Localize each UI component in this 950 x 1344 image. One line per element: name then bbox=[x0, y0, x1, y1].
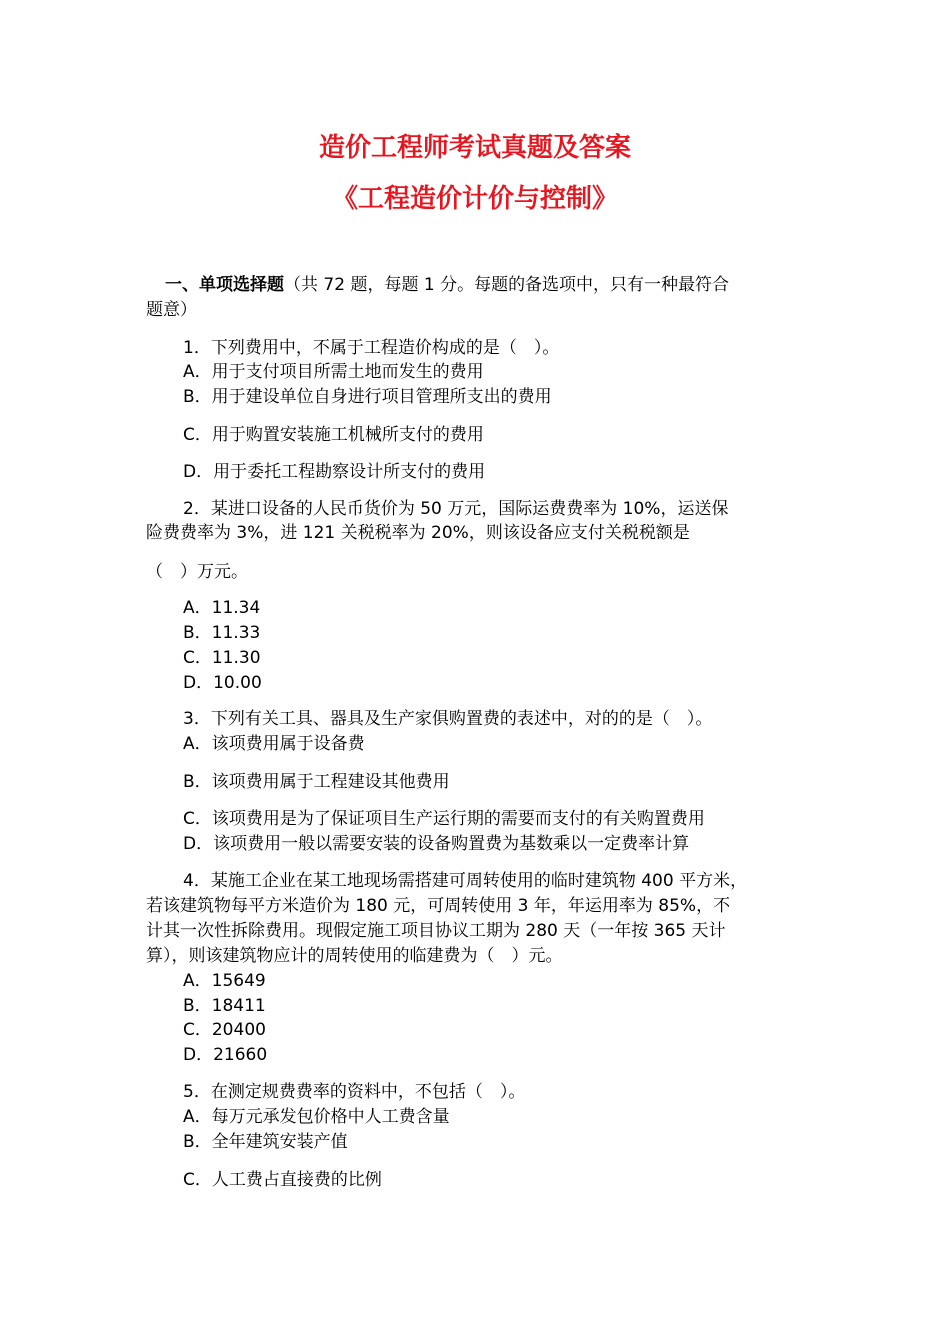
q4-option-c: C．20400 bbox=[183, 1020, 266, 1040]
q1-option-d: D．用于委托工程勘察设计所支付的费用 bbox=[183, 462, 486, 482]
q5-option-c: C．人工费占直接费的比例 bbox=[183, 1170, 382, 1190]
q2-stem-line3: （ ）万元。 bbox=[146, 562, 248, 582]
q1-option-c: C．用于购置安装施工机械所支付的费用 bbox=[183, 425, 484, 445]
q4-option-b: B．18411 bbox=[183, 996, 266, 1016]
q1-option-a: A．用于支付项目所需土地而发生的费用 bbox=[183, 362, 484, 382]
document-subtitle: 《工程造价计价与控制》 bbox=[331, 184, 618, 214]
q1-stem: 1．下列费用中，不属于工程造价构成的是（ ）。 bbox=[183, 338, 560, 358]
q3-stem: 3．下列有关工具、器具及生产家俱购置费的表述中，对的的是（ ）。 bbox=[183, 709, 713, 729]
q3-option-d: D．该项费用一般以需要安装的设备购置费为基数乘以一定费率计算 bbox=[183, 834, 690, 854]
q4-stem-line2: 若该建筑物每平方米造价为 180 元，可周转使用 3 年，年运用率为 85%，不 bbox=[146, 896, 731, 916]
q3-option-b: B．该项费用属于工程建设其他费用 bbox=[183, 772, 450, 792]
q2-option-c: C．11.30 bbox=[183, 648, 261, 668]
document-title: 造价工程师考试真题及答案 bbox=[318, 133, 631, 163]
q2-option-a: A．11.34 bbox=[183, 598, 261, 618]
section-heading-rest: （共 72 题，每题 1 分。每题的备选项中，只有一种最符合 bbox=[284, 275, 730, 295]
q3-option-c: C．该项费用是为了保证项目生产运行期的需要而支付的有关购置费用 bbox=[183, 809, 705, 829]
section-heading-cont: 题意） bbox=[146, 300, 197, 320]
q4-stem-line3: 计其一次性拆除费用。现假定施工项目协议工期为 280 天（一年按 365 天计 bbox=[146, 921, 726, 941]
section-heading-bold: 一、单项选择题 bbox=[165, 275, 284, 295]
q5-option-a: A．每万元承发包价格中人工费含量 bbox=[183, 1107, 450, 1127]
q4-option-d: D．21660 bbox=[183, 1045, 268, 1065]
q1-option-b: B．用于建设单位自身进行项目管理所支出的费用 bbox=[183, 387, 552, 407]
q5-stem: 5．在测定规费费率的资料中，不包括（ ）。 bbox=[183, 1082, 526, 1102]
q3-option-a: A．该项费用属于设备费 bbox=[183, 734, 365, 754]
q4-stem-line4: 算），则该建筑物应计的周转使用的临建费为（ ）元。 bbox=[146, 946, 563, 966]
q2-stem-line2: 险费费率为 3%，进 121 关税税率为 20%，则该设备应支付关税税额是 bbox=[146, 523, 690, 543]
q4-stem-line1: 4．某施工企业在某工地现场需搭建可周转使用的临时建筑物 400 平方米， bbox=[183, 871, 748, 891]
q4-option-a: A．15649 bbox=[183, 971, 266, 991]
q2-stem-line1: 2．某进口设备的人民币货价为 50 万元，国际运费费率为 10%，运送保 bbox=[183, 499, 729, 519]
section-heading bbox=[165, 273, 729, 297]
q2-option-b: B．11.33 bbox=[183, 623, 261, 643]
q2-option-d: D．10.00 bbox=[183, 673, 262, 693]
q5-option-b: B．全年建筑安装产值 bbox=[183, 1132, 348, 1152]
